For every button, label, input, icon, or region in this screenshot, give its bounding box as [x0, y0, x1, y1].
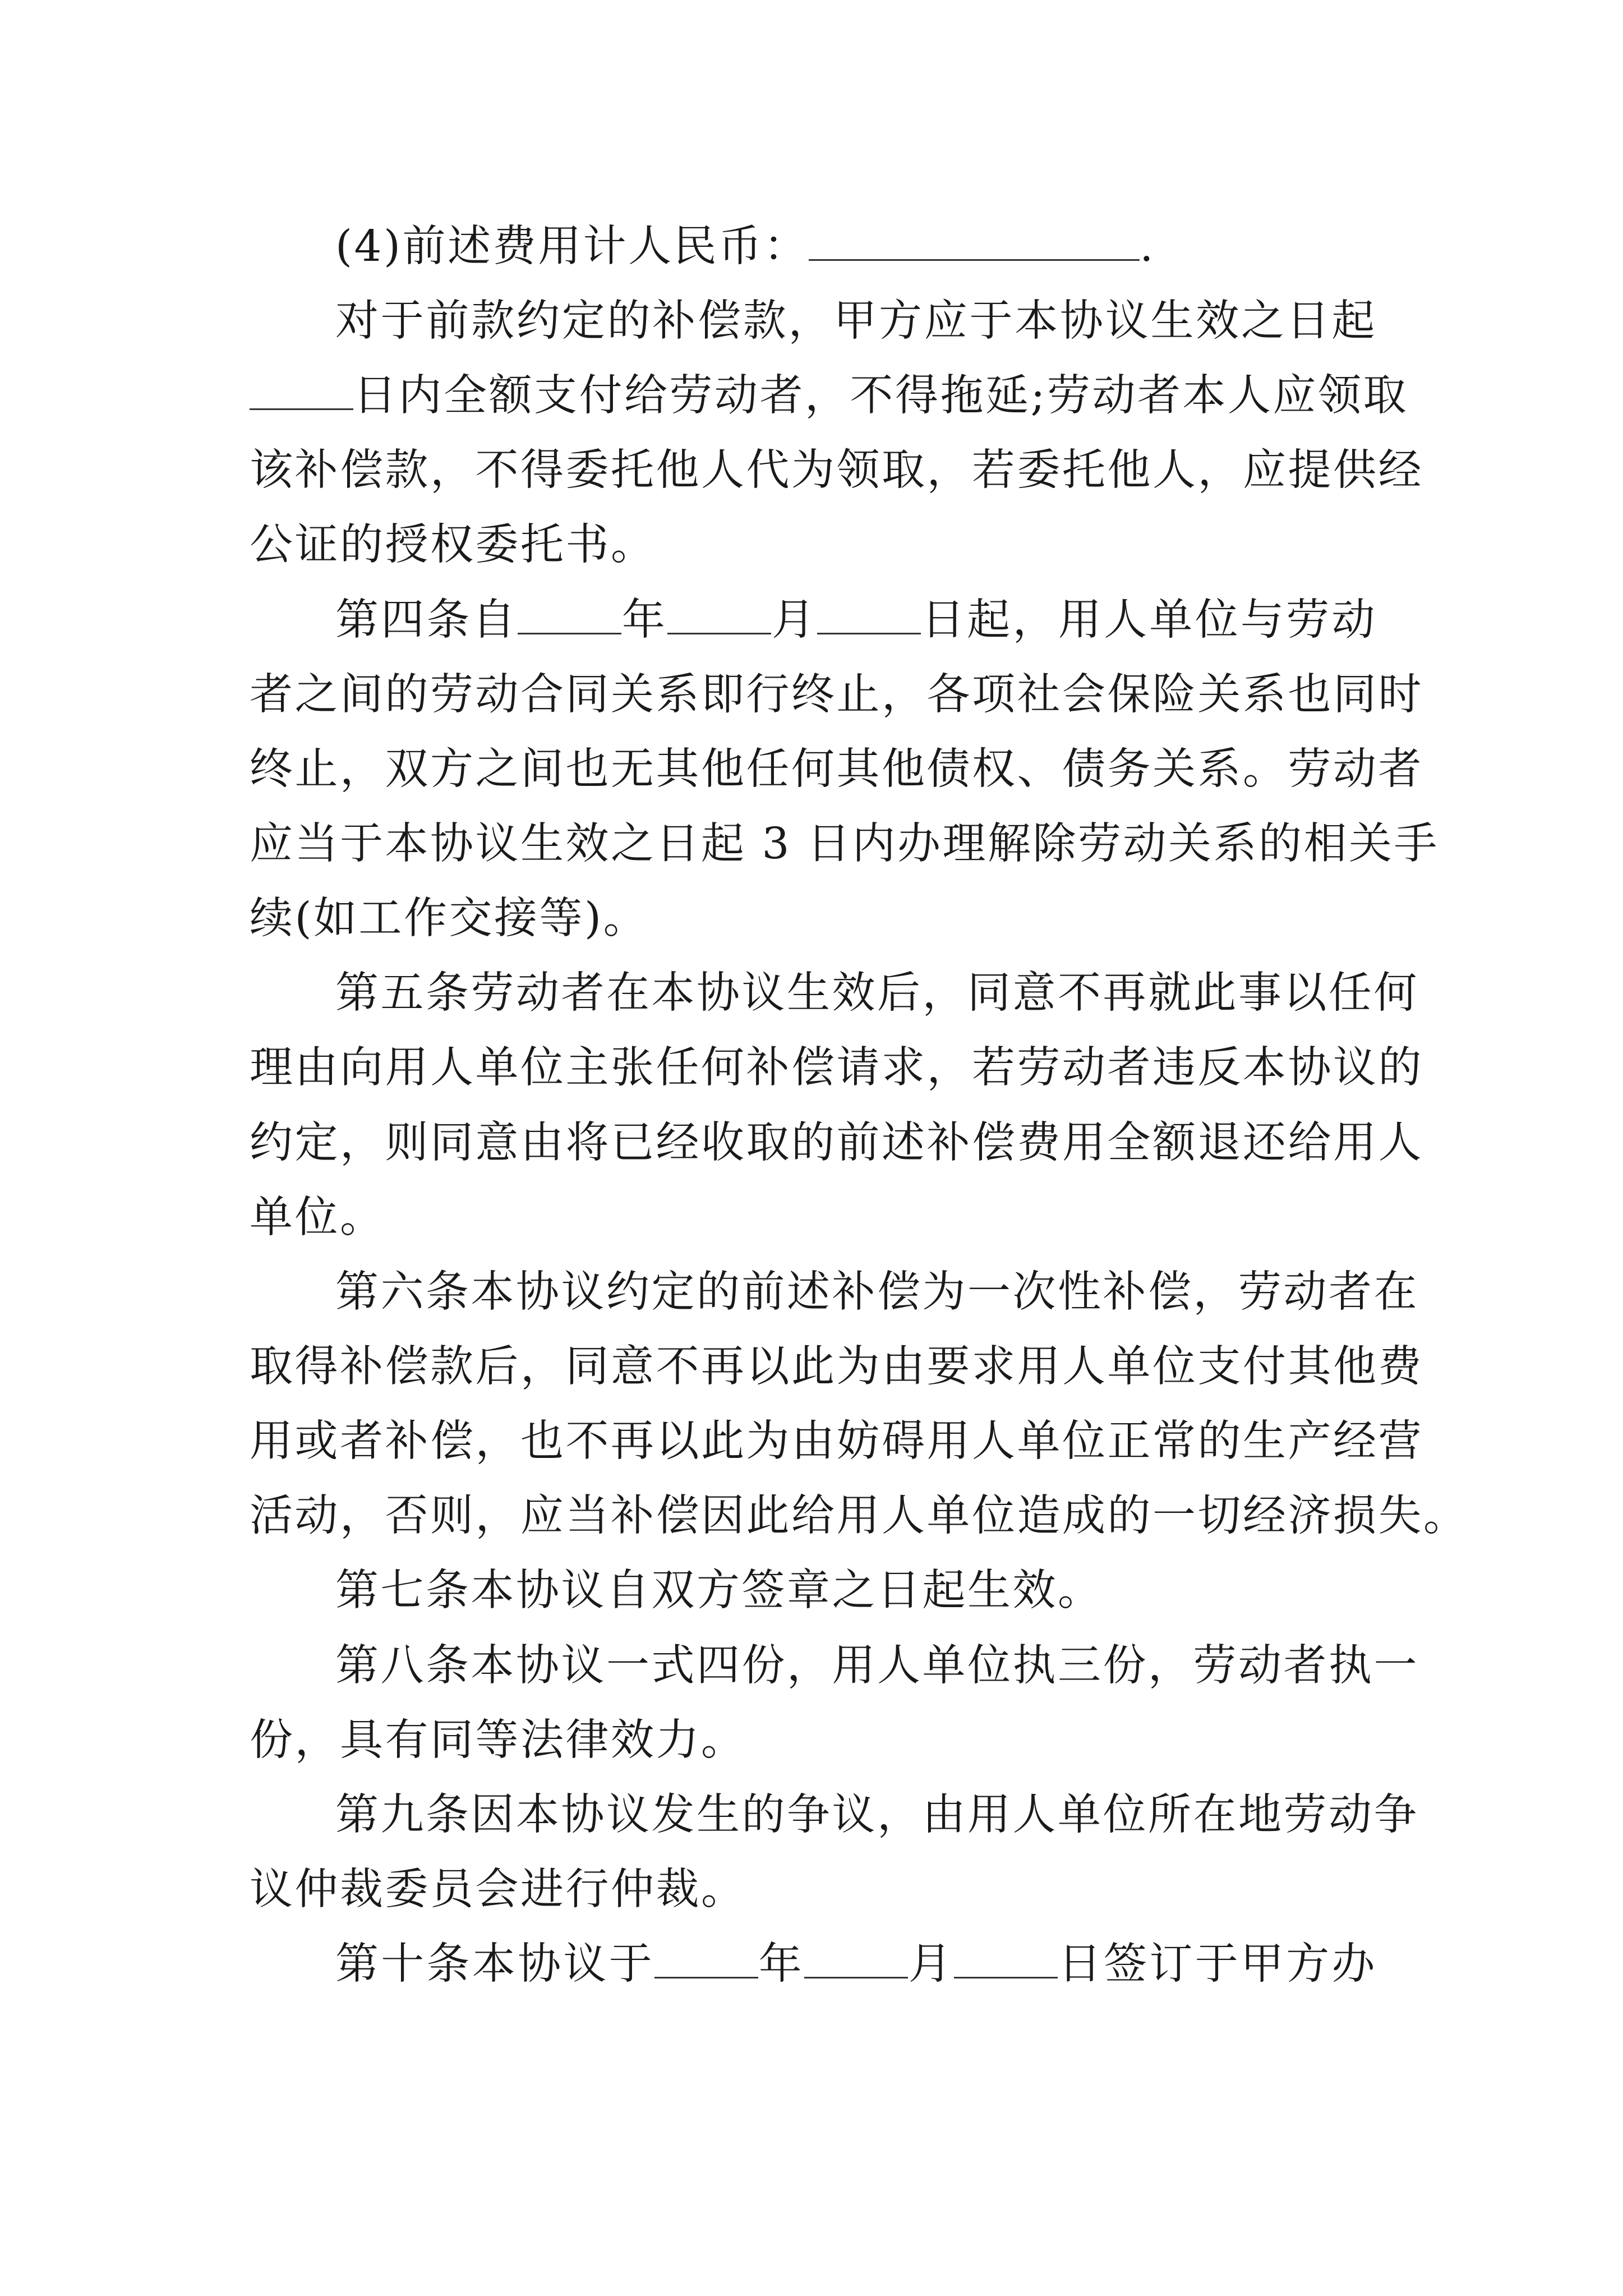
text-line [250, 1115, 1423, 1171]
text-segment: 年 [758, 1939, 805, 1989]
text-segment: 日起，用人单位与劳动 [921, 595, 1377, 645]
text-line [335, 219, 1377, 275]
text-line [250, 1339, 1423, 1395]
text-segment: 第六条本协议约定的前述补偿为一次性补偿，劳动者在 [335, 1267, 1419, 1317]
text-line [250, 443, 1423, 499]
text-line [250, 816, 1439, 872]
text-segment: 第九条因本协议发生的争议，由用人单位所在地劳动争 [335, 1790, 1419, 1840]
text-segment: 日内全额支付给劳动者，不得拖延;劳动者本人应领取 [353, 371, 1408, 421]
text-segment: 续(如工作交接等)。 [250, 894, 649, 944]
text-segment: 约定，则同意由将已经收取的前述补偿费用全额退还给用人 [250, 1118, 1423, 1168]
text-segment: 取得补偿款后，同意不再以此为由要求用人单位支付其他费 [250, 1342, 1423, 1392]
text-segment: (4)前述费用计人民币： [335, 222, 809, 272]
text-line [335, 1264, 1419, 1320]
text-segment: 理由向用人单位主张任何补偿请求，若劳动者违反本协议的 [250, 1043, 1423, 1093]
text-segment: 年 [621, 595, 668, 645]
text-segment: 月 [908, 1939, 955, 1989]
text-line [250, 1488, 1469, 1544]
text-segment: 日签订于甲方办 [1058, 1939, 1377, 1989]
text-segment: 份，具有同等法律效力。 [250, 1715, 746, 1765]
fill-blank-day [954, 1940, 1058, 1978]
text-segment: 单位。 [250, 1193, 385, 1243]
text-segment: 第十条本协议于 [335, 1939, 654, 1989]
text-line [250, 517, 1377, 573]
text-line [250, 1414, 1423, 1470]
text-line [250, 742, 1423, 798]
text-segment: 议仲裁委员会进行仲裁。 [250, 1865, 746, 1915]
text-line [250, 1040, 1423, 1096]
text-segment: 第五条劳动者在本协议生效后，同意不再就此事以任何 [335, 968, 1419, 1018]
text-segment: 对于前款约定的补偿款，甲方应于本协议生效之日起 [335, 296, 1377, 346]
text-line [335, 1936, 1377, 1993]
fill-blank-month [804, 1940, 908, 1978]
text-segment: 月 [771, 595, 818, 645]
text-line [250, 1190, 1377, 1246]
fill-blank-year [654, 1940, 758, 1978]
text-segment: 应当于本协议生效之日起 3 日内办理解除劳动关系的相关手 [250, 819, 1439, 869]
text-line [250, 1862, 1377, 1918]
fill-blank-month [667, 596, 771, 634]
text-segment: . [1140, 222, 1156, 272]
text-segment: 活动，否则，应当补偿因此给用人单位造成的一切经济损失。 [250, 1491, 1469, 1541]
fill-blank-day [817, 596, 921, 634]
text-line [335, 1563, 1377, 1619]
text-segment: 第七条本协议自双方签章之日起生效。 [335, 1566, 1103, 1616]
text-segment: 公证的授权委托书。 [250, 520, 656, 570]
text-segment: 者之间的劳动合同关系即行终止，各项社会保险关系也同时 [250, 670, 1423, 720]
text-segment: 第八条本协议一式四份，用人单位执三份，劳动者执一 [335, 1641, 1419, 1691]
text-line [250, 891, 1377, 947]
text-segment: 终止，双方之间也无其他任何其他债权、债务关系。劳动者 [250, 744, 1423, 794]
fill-blank [809, 222, 1140, 261]
fill-blank [250, 371, 353, 410]
text-line [335, 965, 1419, 1022]
fill-blank-year [518, 596, 621, 634]
text-line [250, 667, 1423, 723]
text-segment: 用或者补偿，也不再以此为由妨碍用人单位正常的生产经营 [250, 1416, 1423, 1466]
text-line [335, 293, 1377, 349]
text-line [250, 1713, 1377, 1769]
text-segment: 该补偿款，不得委托他人代为领取，若委托他人，应提供经 [250, 445, 1423, 495]
text-segment: 第四条自 [335, 595, 518, 645]
text-line [335, 1787, 1419, 1843]
text-line [335, 1638, 1419, 1694]
text-line [335, 592, 1377, 648]
text-line [250, 368, 1408, 424]
